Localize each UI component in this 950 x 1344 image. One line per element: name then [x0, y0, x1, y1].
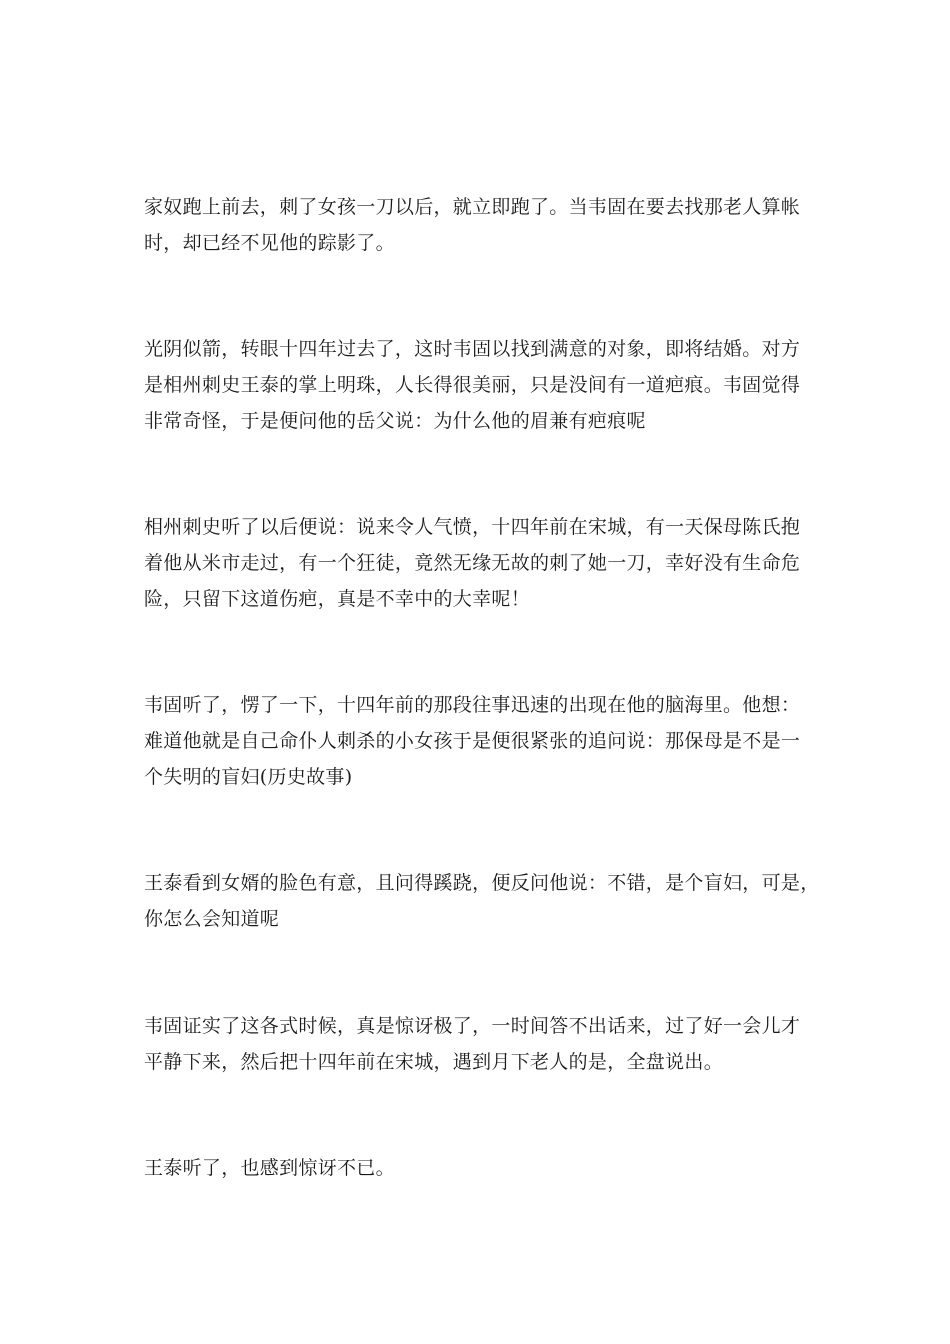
- text-line: 韦固听了，愣了一下，十四年前的那段往事迅速的出现在他的脑海里。他想：: [144, 694, 801, 716]
- paragraph-3: [144, 509, 824, 617]
- text-line: 韦固证实了这各式时候，真是惊讶极了，一时间答不出话来，过了好一会儿才: [144, 1015, 801, 1037]
- paragraph-4: [144, 687, 824, 795]
- text-line: 是相州刺史王泰的掌上明珠，人长得很美丽，只是没间有一道疤痕。韦固觉得: [144, 374, 801, 396]
- text-line: 平静下来，然后把十四年前在宋城，遇到月下老人的是，全盘说出。: [144, 1051, 724, 1073]
- text-line: 你怎么会知道呢: [144, 908, 280, 930]
- paragraph-5: [144, 865, 824, 937]
- text-line: 险，只留下这道伤疤，真是不幸中的大幸呢！: [144, 588, 531, 610]
- paragraph-1: [144, 189, 824, 261]
- text-line: 家奴跑上前去，刺了女孩一刀以后，就立即跑了。当韦固在要去找那老人算帐: [144, 196, 801, 218]
- text-line: 相州刺史听了以后便说：说来令人气愤，十四年前在宋城，有一天保母陈氏抱: [144, 516, 801, 538]
- paragraph-6: [144, 1008, 824, 1080]
- text-line: 着他从米市走过，有一个狂徒，竟然无缘无故的刺了她一刀，幸好没有生命危: [144, 552, 801, 574]
- text-line: 时，却已经不见他的踪影了。: [144, 232, 395, 254]
- text-line: 个失明的盲妇(历史故事): [144, 766, 353, 788]
- text-line: 非常奇怪，于是便问他的岳父说：为什么他的眉兼有疤痕呢: [144, 410, 646, 432]
- text-line: 难道他就是自己命仆人刺杀的小女孩于是便很紧张的追问说：那保母是不是一: [144, 730, 801, 752]
- text-line: 光阴似箭，转眼十四年过去了，这时韦固以找到满意的对象，即将结婚。对方: [144, 338, 801, 360]
- paragraph-2: [144, 331, 824, 439]
- text-line: 王泰看到女婿的脸色有意，且问得蹊跷，便反问他说：不错，是个盲妇，可是，: [144, 872, 820, 894]
- text-line: 王泰听了，也感到惊讶不已。: [144, 1157, 395, 1179]
- paragraph-7: [144, 1150, 824, 1186]
